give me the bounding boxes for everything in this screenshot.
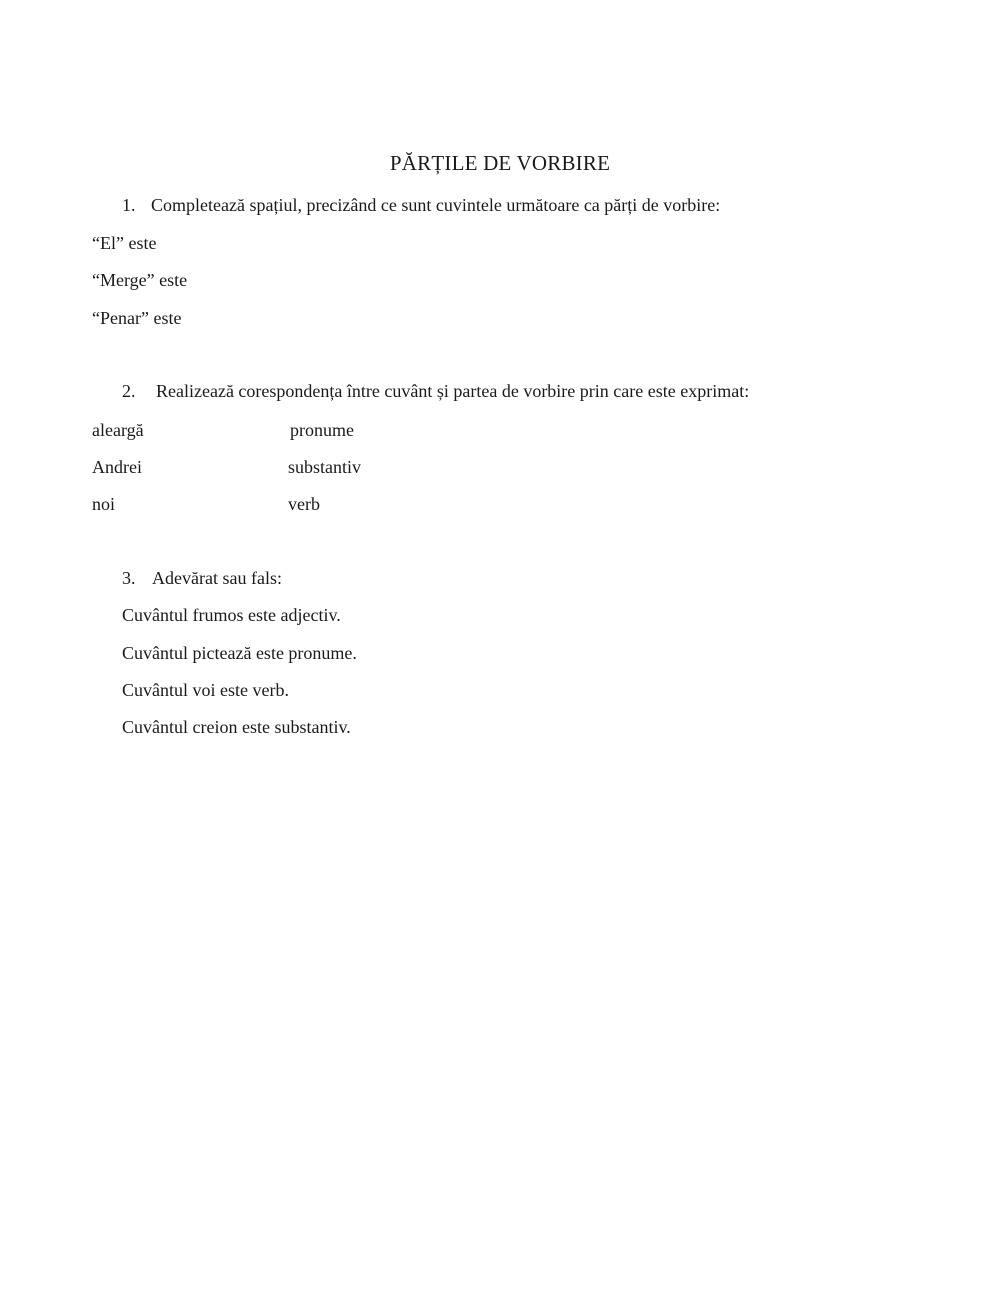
true-false-statement[interactable]: Cuvântul pictează este pronume. xyxy=(122,643,357,663)
page-title: PĂRȚILE DE VORBIRE xyxy=(389,151,611,175)
question-3 xyxy=(122,568,282,589)
true-false-statement[interactable]: Cuvântul creion este substantiv. xyxy=(122,717,351,737)
question-2-number: 2. xyxy=(122,381,136,401)
match-word[interactable]: Andrei xyxy=(92,457,142,477)
match-part-of-speech[interactable]: pronume xyxy=(290,420,354,440)
match-part-of-speech[interactable]: substantiv xyxy=(288,457,362,477)
question-3-number: 3. xyxy=(122,568,136,588)
question-2 xyxy=(122,381,749,402)
fill-item[interactable]: “Merge” este xyxy=(92,270,188,290)
question-1-number: 1. xyxy=(122,195,136,215)
question-1 xyxy=(122,195,720,216)
true-false-statement[interactable]: Cuvântul frumos este adjectiv. xyxy=(122,605,341,625)
question-2-instruction: Realizează corespondența între cuvânt și partea de vorbire prin care este exprimat: xyxy=(156,381,750,401)
match-word[interactable]: aleargă xyxy=(92,420,144,440)
question-3-instruction: Adevărat sau fals: xyxy=(152,568,282,588)
fill-item[interactable]: “El” este xyxy=(92,233,157,253)
fill-item[interactable]: “Penar” este xyxy=(92,308,182,328)
question-1-instruction: Completează spațiul, precizând ce sunt cuvintele următoare ca părți de vorbire: xyxy=(151,195,721,215)
match-part-of-speech[interactable]: verb xyxy=(288,494,320,514)
true-false-statement[interactable]: Cuvântul voi este verb. xyxy=(122,680,289,700)
match-word[interactable]: noi xyxy=(92,494,116,514)
